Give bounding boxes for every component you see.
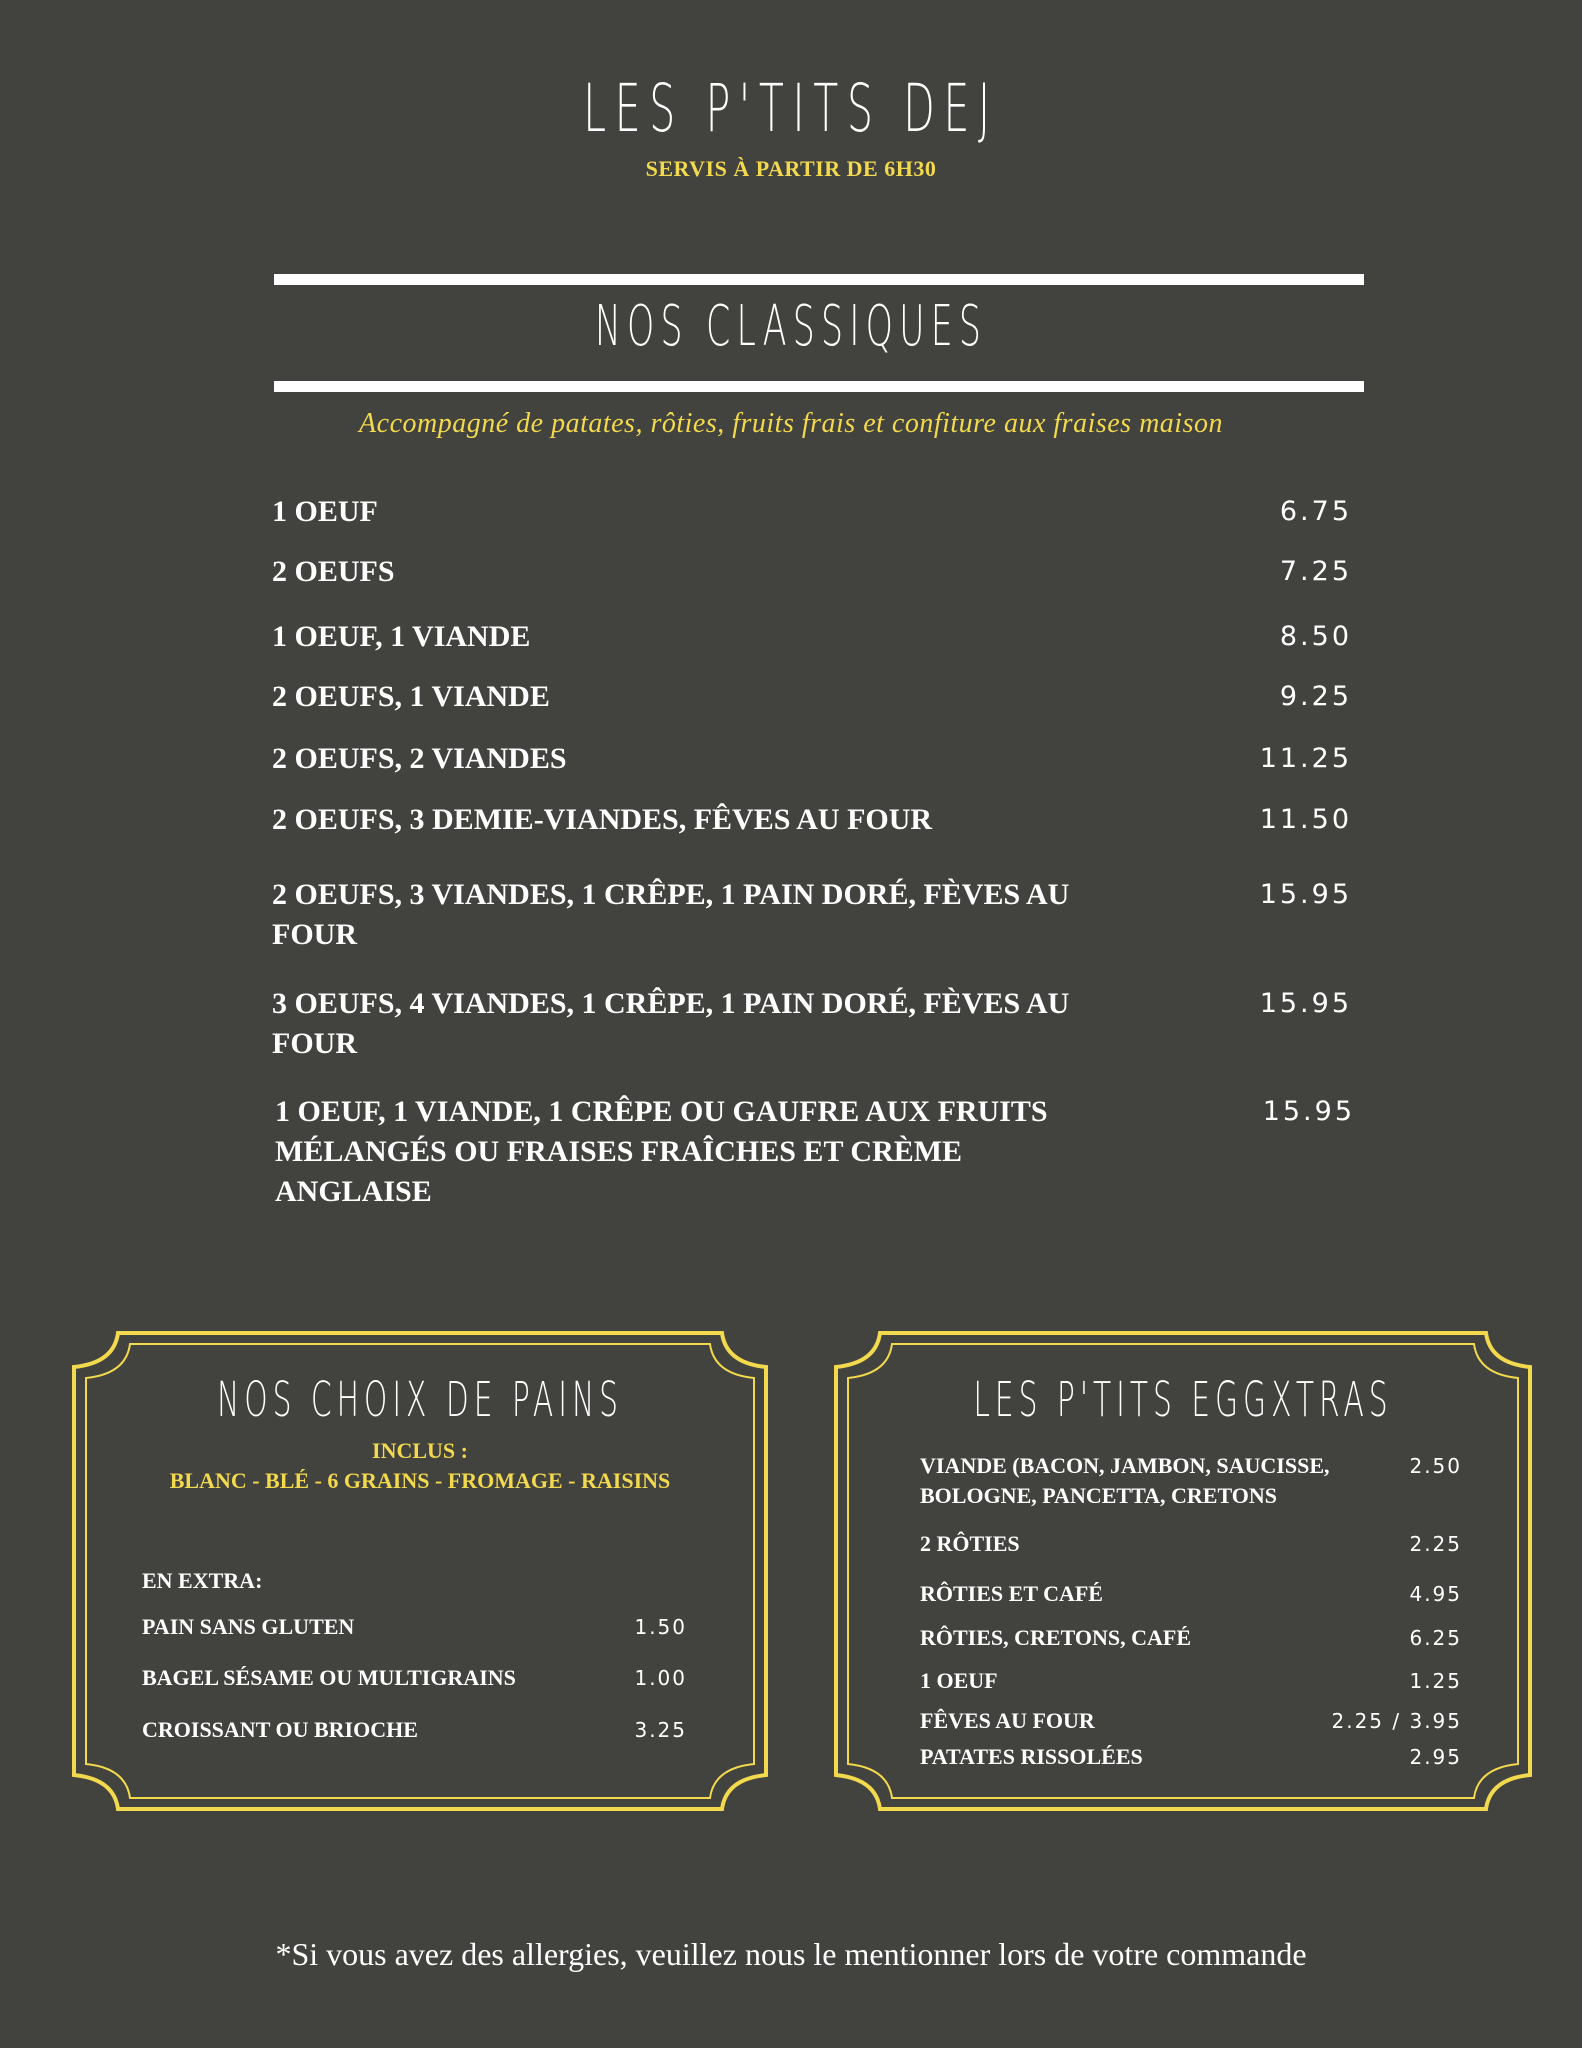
extra-item-name: PATATES RISSOLÉES — [920, 1744, 1143, 1769]
menu-item-price: 15.95 — [1259, 988, 1352, 1019]
allergy-note: *Si vous avez des allergies, veuillez nous le mentionner lors de votre commande — [275, 1936, 1307, 1972]
extra-item-price: 2.50 — [1409, 1454, 1462, 1478]
bread-item-name: CROISSANT OU BRIOCHE — [142, 1717, 418, 1742]
menu-item-name: 1 OEUF, 1 VIANDE, 1 CRÊPE OU GAUFRE AUX FRUITS MÉLANGÉS OU FRAISES FRAÎCHES ET CRÈME ANGLAISE — [275, 1095, 1048, 1208]
box-title-pains: NOS CHOIX DE PAINS — [216, 1372, 624, 1428]
menu-item-name: 2 OEUFS, 1 VIANDE — [272, 680, 550, 713]
bread-item-name: BAGEL SÉSAME OU MULTIGRAINS — [142, 1665, 516, 1690]
extra-item-price: 2.25 — [1409, 1532, 1462, 1556]
inclus-list: BLANC - BLÉ - 6 GRAINS - FROMAGE - RAISINS — [169, 1468, 671, 1493]
eggxtras-box — [832, 1330, 1534, 1812]
inclus-label: INCLUS : — [372, 1438, 468, 1463]
menu-item-price: 7.25 — [1279, 556, 1352, 587]
service-hours: SERVIS À PARTIR DE 6H30 — [645, 156, 937, 181]
extra-item-name: RÔTIES, CRETONS, CAFÉ — [920, 1625, 1191, 1650]
menu-item-price: 9.25 — [1279, 681, 1352, 712]
pains-box — [70, 1330, 770, 1812]
extra-item-price: 1.25 — [1409, 1669, 1462, 1693]
bread-item-price: 1.00 — [634, 1666, 687, 1690]
menu-item-price: 15.95 — [1262, 1096, 1355, 1127]
menu-item-price: 11.25 — [1259, 743, 1352, 774]
extra-item-price: 4.95 — [1409, 1582, 1462, 1606]
menu-item-name: 2 OEUFS, 3 VIANDES, 1 CRÊPE, 1 PAIN DORÉ, FÈVES AU FOUR — [272, 878, 1070, 951]
menu-item-name: 1 OEUF — [272, 495, 378, 528]
extra-item-price: 6.25 — [1409, 1626, 1462, 1650]
accompaniment-note: Accompagné de patates, rôties, fruits frais et confiture aux fraises maison — [359, 408, 1223, 439]
menu-item-price: 8.50 — [1279, 621, 1352, 652]
extra-label: EN EXTRA: — [142, 1568, 263, 1593]
extra-item-name: VIANDE (BACON, JAMBON, SAUCISSE, BOLOGNE, PANCETTA, CRETONS — [920, 1453, 1330, 1508]
menu-item-name: 3 OEUFS, 4 VIANDES, 1 CRÊPE, 1 PAIN DORÉ, FÈVES AU FOUR — [272, 987, 1070, 1060]
bread-item-price: 1.50 — [634, 1615, 687, 1639]
menu-item-price: 11.50 — [1259, 804, 1352, 835]
extra-item-name: FÊVES AU FOUR — [920, 1708, 1095, 1733]
menu-item-price: 15.95 — [1259, 879, 1352, 910]
menu-item-name: 2 OEUFS — [272, 555, 395, 588]
menu-item-name: 2 OEUFS, 2 VIANDES — [272, 742, 567, 775]
extra-item-name: RÔTIES ET CAFÉ — [920, 1581, 1103, 1606]
menu-item-name: 1 OEUF, 1 VIANDE — [272, 620, 531, 653]
extra-item-price: 2.25 / 3.95 — [1331, 1709, 1462, 1733]
section-title-classiques: NOS CLASSIQUES — [594, 294, 988, 359]
bottom-divider — [274, 381, 1364, 392]
extra-item-name: 1 OEUF — [920, 1668, 998, 1693]
menu-item-name: 2 OEUFS, 3 DEMIE-VIANDES, FÊVES AU FOUR — [272, 803, 933, 836]
menu-item-price: 6.75 — [1279, 496, 1352, 527]
extra-item-name: 2 RÔTIES — [920, 1531, 1020, 1556]
bread-item-name: PAIN SANS GLUTEN — [142, 1614, 355, 1639]
extra-item-price: 2.95 — [1409, 1745, 1462, 1769]
bread-item-price: 3.25 — [634, 1718, 687, 1742]
box-title-eggxtras: LES P'TITS EGGXTRAS — [973, 1372, 1393, 1428]
page-title: LES P'TITS DEJ — [583, 70, 999, 147]
top-divider — [274, 274, 1364, 285]
